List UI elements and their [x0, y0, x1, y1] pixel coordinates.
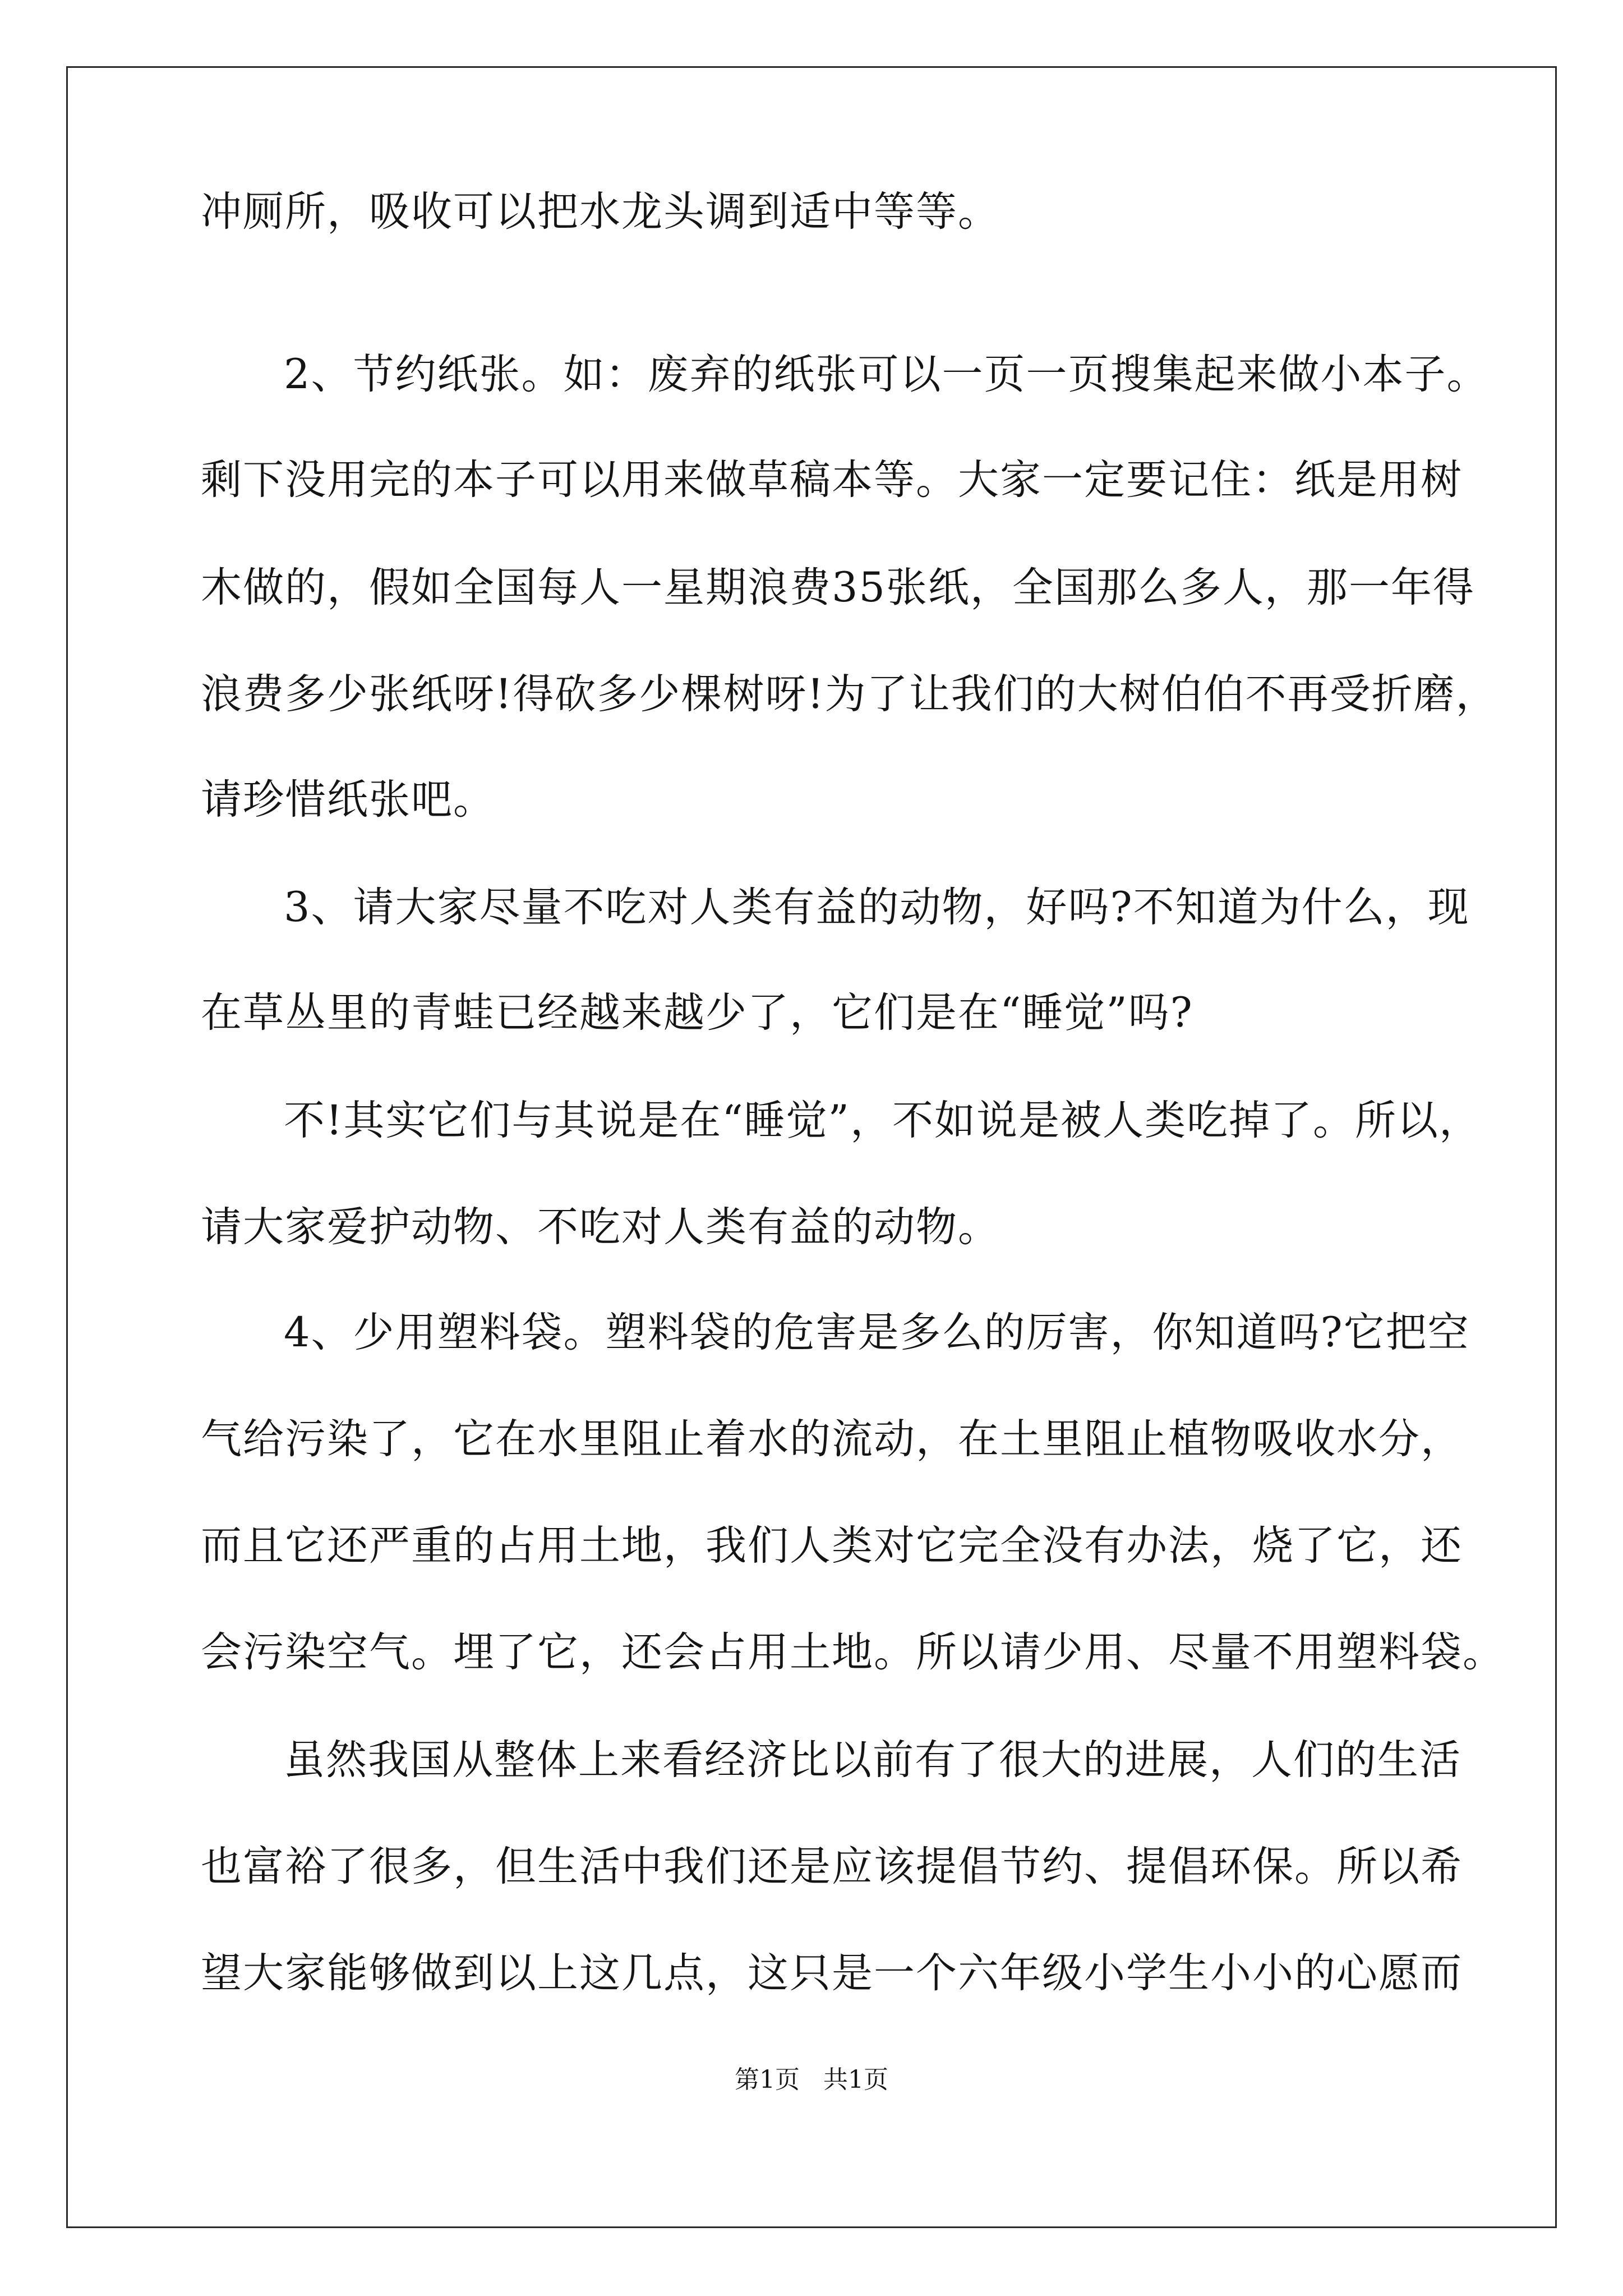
text-line: 3、请大家尽量不吃对人类有益的动物，好吗?不知道为什么，现 — [284, 884, 1470, 931]
text-line: 虽然我国从整体上来看经济比以前有了很大的进展，人们的生活 — [284, 1736, 1461, 1784]
text-line: 请珍惜纸张吧。 — [201, 776, 495, 823]
text-line: 2、节约纸张。如：废弃的纸张可以一页一页搜集起来做小本子。 — [284, 351, 1489, 398]
text-line: 不!其实它们与其说是在“睡觉”，不如说是被人类吃掉了。所以， — [284, 1097, 1481, 1144]
text-line: 望大家能够做到以上这几点，这只是一个六年级小学生小小的心愿而 — [201, 1949, 1463, 1997]
text-line: 而且它还严重的占用土地，我们人类对它完全没有办法，烧了它，还 — [201, 1522, 1463, 1570]
text-line: 会污染空气。埋了它，还会占用土地。所以请少用、尽量不用塑料袋。 — [201, 1628, 1505, 1676]
text-line: 4、少用塑料袋。塑料袋的危害是多么的厉害，你知道吗?它把空 — [284, 1309, 1470, 1356]
page-number-footer: 第1页 共1页 — [735, 2065, 888, 2094]
text-line: 剩下没用完的本子可以用来做草稿本等。大家一定要记住：纸是用树 — [201, 456, 1463, 504]
text-line: 气给污染了，它在水里阻止着水的流动，在土里阻止植物吸收水分， — [201, 1415, 1463, 1463]
text-line: 在草丛里的青蛙已经越来越少了，它们是在“睡觉”吗? — [201, 989, 1193, 1037]
text-line: 也富裕了很多，但生活中我们还是应该提倡节约、提倡环保。所以希 — [201, 1843, 1463, 1890]
text-line: 冲厕所，吸收可以把水龙头调到适中等等。 — [201, 188, 1000, 236]
text-line: 浪费多少张纸呀!得砍多少棵树呀!为了让我们的大树伯伯不再受折磨， — [201, 670, 1498, 718]
text-line: 木做的，假如全国每人一星期浪费35张纸，全国那么多人，那一年得 — [201, 564, 1475, 611]
text-line: 请大家爱护动物、不吃对人类有益的动物。 — [201, 1203, 1000, 1251]
